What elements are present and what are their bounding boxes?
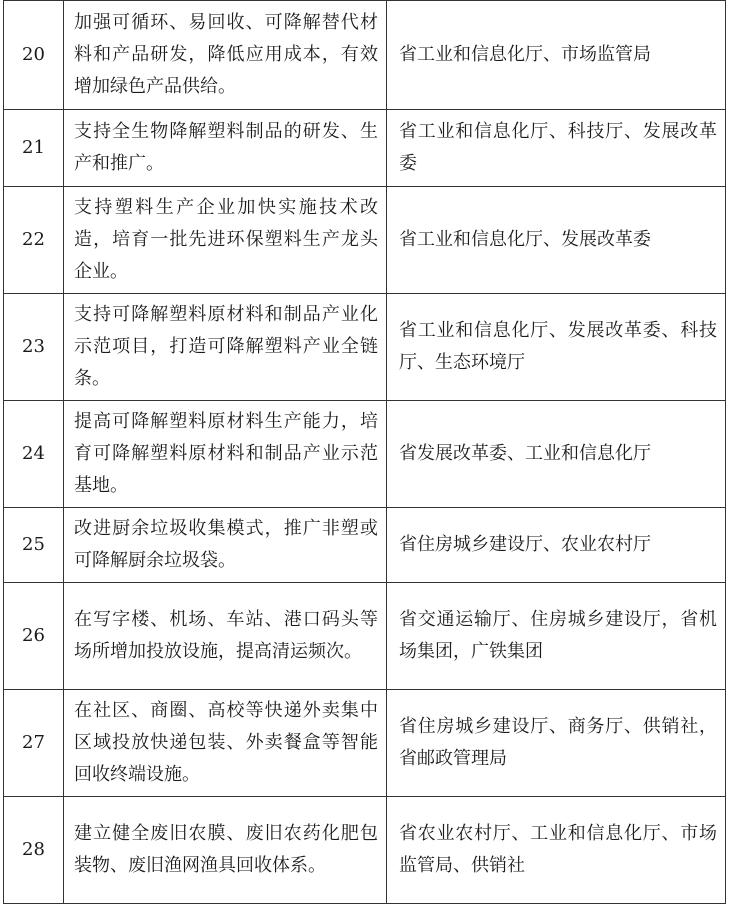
task-description: 在写字楼、机场、车站、港口码头等场所增加投放设施，提高清运频次。	[64, 583, 387, 690]
row-number: 25	[4, 508, 64, 583]
responsible-departments: 省工业和信息化厅、科技厅、发展改革委	[387, 110, 726, 187]
task-description: 建立健全废旧农膜、废旧农药化肥包装物、废旧渔网渔具回收体系。	[64, 797, 387, 904]
table-row	[4, 1, 726, 110]
table-row	[4, 187, 726, 294]
responsible-departments: 省工业和信息化厅、市场监管局	[387, 1, 726, 110]
table-row	[4, 690, 726, 797]
task-description: 加强可循环、易回收、可降解替代材料和产品研发，降低应用成本，有效增加绿色产品供给。	[64, 1, 387, 110]
task-description: 支持全生物降解塑料制品的研发、生产和推广。	[64, 110, 387, 187]
row-number: 24	[4, 401, 64, 508]
task-description: 支持可降解塑料原材料和制品产业化示范项目，打造可降解塑料产业全链条。	[64, 294, 387, 401]
responsible-departments: 省交通运输厅、住房城乡建设厅，省机场集团，广铁集团	[387, 583, 726, 690]
responsible-departments: 省工业和信息化厅、发展改革委、科技厅、生态环境厅	[387, 294, 726, 401]
table-row	[4, 583, 726, 690]
responsible-departments: 省发展改革委、工业和信息化厅	[387, 401, 726, 508]
row-number: 21	[4, 110, 64, 187]
row-number: 26	[4, 583, 64, 690]
row-number: 27	[4, 690, 64, 797]
responsible-departments: 省工业和信息化厅、发展改革委	[387, 187, 726, 294]
responsible-departments: 省农业农村厅、工业和信息化厅、市场监管局、供销社	[387, 797, 726, 904]
table-row	[4, 110, 726, 187]
row-number: 22	[4, 187, 64, 294]
responsible-departments: 省住房城乡建设厅、农业农村厅	[387, 508, 726, 583]
task-description: 改进厨余垃圾收集模式，推广非塑或可降解厨余垃圾袋。	[64, 508, 387, 583]
row-number: 20	[4, 1, 64, 110]
row-number: 28	[4, 797, 64, 904]
table-row	[4, 401, 726, 508]
task-description: 提高可降解塑料原材料生产能力，培育可降解塑料原材料和制品产业示范基地。	[64, 401, 387, 508]
task-table	[3, 0, 726, 904]
table-row	[4, 294, 726, 401]
task-description: 支持塑料生产企业加快实施技术改造，培育一批先进环保塑料生产龙头企业。	[64, 187, 387, 294]
row-number: 23	[4, 294, 64, 401]
table-row	[4, 508, 726, 583]
responsible-departments: 省住房城乡建设厅、商务厅、供销社，省邮政管理局	[387, 690, 726, 797]
table-row	[4, 797, 726, 904]
task-description: 在社区、商圈、高校等快递外卖集中区域投放快递包装、外卖餐盒等智能回收终端设施。	[64, 690, 387, 797]
